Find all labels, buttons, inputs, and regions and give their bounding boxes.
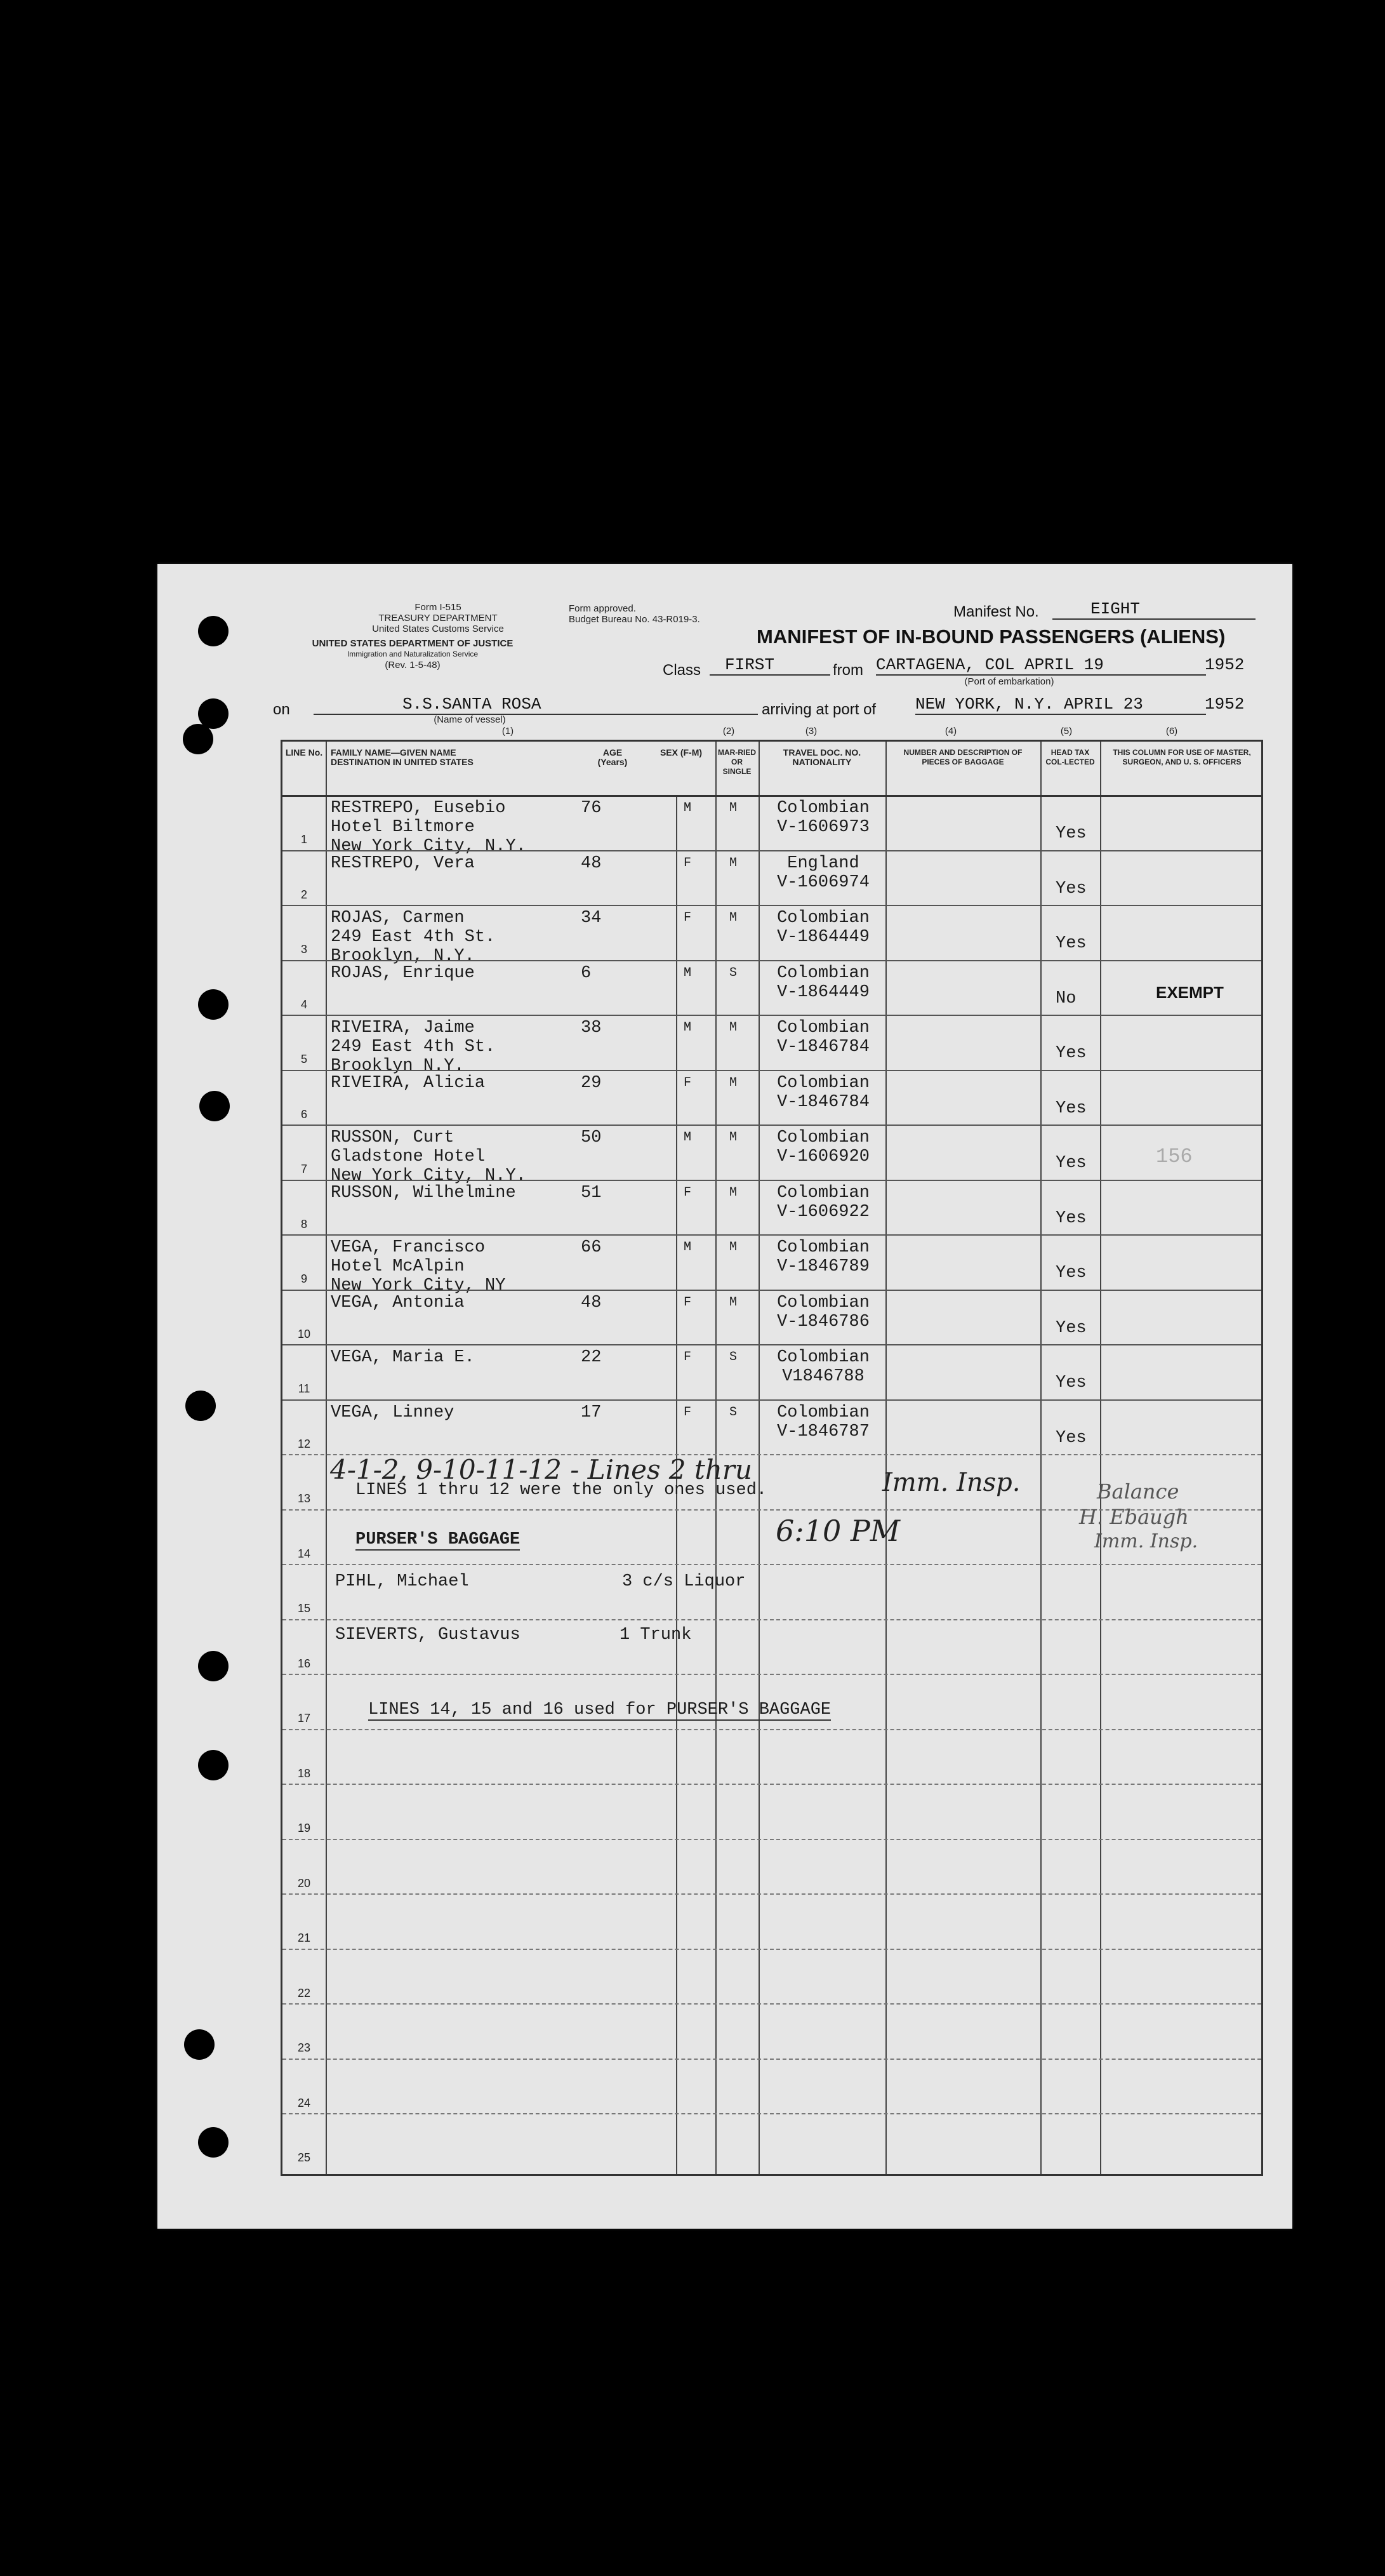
col-line-header: LINE No.: [285, 747, 323, 757]
marital-status: M: [729, 801, 738, 815]
line-number: 13: [297, 1492, 311, 1505]
marital-status: M: [729, 855, 738, 871]
punch-hole: [184, 2029, 215, 2060]
port-embarkation-caption: (Port of embarkation): [964, 676, 1054, 687]
punch-hole: [185, 1391, 216, 1421]
travel-document: Colombian V-1846789: [777, 1238, 870, 1276]
pursers-baggage-heading: PURSER'S BAGGAGE: [355, 1530, 520, 1549]
punch-hole: [198, 2127, 229, 2158]
line-number: 12: [297, 1437, 311, 1450]
passenger-age: 76: [581, 799, 602, 818]
passenger-age: 66: [581, 1238, 602, 1257]
passenger-sex: F: [684, 855, 692, 871]
passenger-age: 51: [581, 1183, 602, 1203]
head-tax: Yes: [1056, 934, 1087, 953]
line-number: 6: [300, 1107, 307, 1121]
marital-status: S: [729, 1405, 738, 1420]
line-number: 3: [300, 943, 307, 956]
passenger-sex: F: [684, 911, 692, 925]
treasury-dept: TREASURY DEPARTMENT: [378, 613, 498, 624]
passenger-age: 6: [581, 963, 592, 983]
punch-hole: [198, 1651, 229, 1681]
line-number: 20: [297, 1876, 311, 1890]
passenger-sex: F: [684, 1350, 692, 1365]
travel-document: Colombian V-1606973: [777, 799, 870, 837]
from-label: from: [833, 662, 863, 679]
travel-document: Colombian V-1846784: [777, 1018, 870, 1057]
travel-document: England V-1606974: [777, 853, 870, 892]
passenger-sex: M: [684, 1240, 692, 1255]
passenger-name: RUSSON, Curt Gladstone Hotel New York City, N.Y.: [331, 1128, 526, 1185]
passenger-sex: F: [684, 1405, 692, 1420]
marital-status: M: [729, 1240, 738, 1255]
col-sex-header: SEX (F-M): [659, 747, 703, 757]
line-number: 15: [297, 1602, 311, 1615]
col-age-header: AGE (Years): [597, 747, 628, 767]
line16-name: SIEVERTS, Gustavus: [335, 1625, 520, 1645]
customs-service: United States Customs Service: [372, 624, 504, 634]
marital-status: S: [729, 965, 738, 980]
from-value: CARTAGENA, COL APRIL 19: [876, 655, 1206, 676]
col-travel-header: TRAVEL DOC. NO. NATIONALITY: [783, 747, 861, 767]
head-tax: Yes: [1056, 824, 1087, 843]
line-number: 1: [300, 833, 307, 846]
passenger-name: VEGA, Francisco Hotel McAlpin New York City, NY: [331, 1238, 506, 1295]
arriving-year: 1952: [1205, 695, 1245, 714]
passenger-name: VEGA, Antonia: [331, 1293, 465, 1312]
column-number: (3): [805, 726, 818, 737]
from-year: 1952: [1205, 655, 1245, 674]
column-number: (1): [501, 726, 514, 737]
form-approved: Form approved.: [569, 603, 636, 614]
vessel-value: S.S.SANTA ROSA: [314, 695, 758, 715]
punch-hole: [198, 1750, 229, 1780]
marital-status: S: [729, 1350, 738, 1365]
line-number: 17: [297, 1712, 311, 1725]
officer-note: 156: [1156, 1145, 1193, 1168]
head-tax: Yes: [1056, 1208, 1087, 1228]
travel-document: Colombian V-1846786: [777, 1293, 870, 1331]
line17-note: LINES 14, 15 and 16 used for PURSER'S BAGGAGE: [368, 1700, 832, 1719]
head-tax: Yes: [1056, 1428, 1087, 1448]
head-tax: Yes: [1056, 879, 1087, 898]
budget-bureau: Budget Bureau No. 43-R019-3.: [569, 614, 700, 625]
handwritten-balance: Balance: [1097, 1479, 1179, 1504]
passenger-age: 48: [581, 1293, 602, 1312]
manifest-no-value: EIGHT: [1052, 599, 1256, 620]
line-number: 2: [300, 888, 307, 901]
line-number: 9: [300, 1272, 307, 1285]
class-value: FIRST: [710, 655, 830, 676]
head-tax: Yes: [1056, 1264, 1087, 1283]
on-label: on: [273, 701, 290, 718]
marital-status: M: [729, 1075, 738, 1090]
travel-document: Colombian V-1864449: [777, 963, 870, 1002]
passenger-name: RUSSON, Wilhelmine: [331, 1183, 516, 1203]
line15-baggage: 3 c/s Liquor: [622, 1572, 746, 1591]
col-married-header: MAR-RIED OR SINGLE: [718, 748, 756, 776]
col-baggage-header: NUMBER AND DESCRIPTION OF PIECES OF BAGGAGE: [903, 748, 1023, 766]
handwritten-inspector-title: Imm. Insp.: [1094, 1530, 1198, 1552]
head-tax: Yes: [1056, 1154, 1087, 1173]
punch-hole: [199, 1091, 230, 1121]
passenger-sex: M: [684, 965, 692, 980]
line-number: 4: [300, 998, 307, 1011]
passenger-name: RIVEIRA, Jaime 249 East 4th St. Brooklyn N.Y.: [331, 1018, 496, 1076]
arriving-label: arriving at port of: [762, 701, 877, 718]
travel-document: Colombian V-1846787: [777, 1403, 870, 1441]
line-number: 16: [297, 1657, 311, 1670]
head-tax: Yes: [1056, 1373, 1087, 1392]
column-number: (6): [1165, 726, 1178, 737]
line-number: 14: [297, 1547, 311, 1560]
exempt-stamp: EXEMPT: [1156, 982, 1224, 1002]
punch-hole: [198, 989, 229, 1020]
line-number: 24: [297, 2096, 311, 2109]
head-tax: Yes: [1056, 1044, 1087, 1063]
manifest-no-label: Manifest No.: [953, 603, 1039, 620]
passenger-name: VEGA, Maria E.: [331, 1348, 475, 1367]
travel-document: Colombian V1846788: [777, 1348, 870, 1386]
passenger-sex: F: [684, 1185, 692, 1200]
passenger-age: 50: [581, 1128, 602, 1147]
column-number: (2): [722, 726, 735, 737]
col-name-header: FAMILY NAME—GIVEN NAME DESTINATION IN UNITED STATES: [331, 747, 474, 767]
marital-status: M: [729, 1020, 738, 1035]
form-number: Form I-515: [414, 602, 461, 613]
passenger-name: VEGA, Linney: [331, 1403, 454, 1422]
line13-note: LINES 1 thru 12 were the only ones used.: [355, 1481, 767, 1500]
passenger-name: RESTREPO, Vera: [331, 853, 475, 873]
passenger-age: 22: [581, 1348, 602, 1367]
passenger-age: 48: [581, 853, 602, 873]
line-number: 18: [297, 1766, 311, 1780]
travel-document: Colombian V-1606922: [777, 1183, 870, 1222]
passenger-age: 34: [581, 909, 602, 928]
ins-service: Immigration and Naturalization Service: [347, 650, 479, 658]
line-number: 5: [300, 1053, 307, 1065]
passenger-sex: F: [684, 1295, 692, 1310]
passenger-name: ROJAS, Enrique: [331, 963, 475, 983]
passenger-sex: F: [684, 1075, 692, 1090]
line-number: 7: [300, 1163, 307, 1175]
handwritten-signature: H. Ebaugh: [1079, 1505, 1189, 1529]
justice-dept: UNITED STATES DEPARTMENT OF JUSTICE: [312, 638, 514, 649]
line-number: 19: [297, 1822, 311, 1834]
travel-document: Colombian V-1606920: [777, 1128, 870, 1166]
punch-hole: [198, 616, 229, 646]
line-number: 11: [298, 1382, 310, 1395]
manifest-title: MANIFEST OF IN-BOUND PASSENGERS (ALIENS): [757, 625, 1226, 648]
column-number: (5): [1060, 726, 1073, 737]
column-number: (4): [944, 726, 957, 737]
passenger-age: 17: [581, 1403, 602, 1422]
travel-document: Colombian V-1864449: [777, 909, 870, 947]
line-number: 8: [300, 1217, 307, 1231]
line-number: 10: [297, 1327, 311, 1340]
passenger-age: 29: [581, 1073, 602, 1093]
passenger-sex: M: [684, 1130, 692, 1145]
marital-status: M: [729, 1295, 738, 1310]
passenger-sex: M: [684, 801, 692, 815]
passenger-name: ROJAS, Carmen 249 East 4th St. Brooklyn, N.Y.: [331, 909, 496, 966]
line15-name: PIHL, Michael: [335, 1572, 469, 1591]
handwritten-time: 6:10 PM: [776, 1514, 900, 1548]
rev-date: (Rev. 1-5-48): [385, 660, 441, 671]
marital-status: M: [729, 1130, 738, 1145]
vessel-caption: (Name of vessel): [434, 714, 506, 725]
head-tax: Yes: [1056, 1318, 1087, 1338]
line-number: 23: [297, 2041, 311, 2054]
arriving-value: NEW YORK, N.Y. APRIL 23: [915, 695, 1206, 715]
passenger-name: RESTREPO, Eusebio Hotel Biltmore New York City, N.Y.: [331, 799, 526, 856]
line-number: 21: [297, 1932, 311, 1944]
line-number: 22: [297, 1986, 311, 1999]
handwritten-inspector: Imm. Insp.: [882, 1468, 1021, 1497]
passenger-age: 38: [581, 1018, 602, 1038]
marital-status: M: [729, 1185, 738, 1200]
class-label: Class: [663, 662, 701, 679]
passenger-sex: M: [684, 1020, 692, 1035]
col-use-header: THIS COLUMN FOR USE OF MASTER, SURGEON, AND U. S. OFFICERS: [1113, 748, 1251, 766]
travel-document: Colombian V-1846784: [777, 1073, 870, 1112]
passenger-name: RIVEIRA, Alicia: [331, 1073, 486, 1093]
handwritten-lines-note: 4-1-2, 9-10-11-12 - Lines 2 thru: [330, 1454, 753, 1485]
punch-hole: [183, 724, 213, 754]
head-tax: Yes: [1056, 1098, 1087, 1118]
col-headtax-header: HEAD TAX COL-LECTED: [1045, 748, 1095, 766]
marital-status: M: [729, 911, 738, 925]
line16-baggage: 1 Trunk: [620, 1625, 692, 1645]
head-tax: No: [1056, 989, 1077, 1008]
line-number: 25: [297, 2151, 311, 2164]
